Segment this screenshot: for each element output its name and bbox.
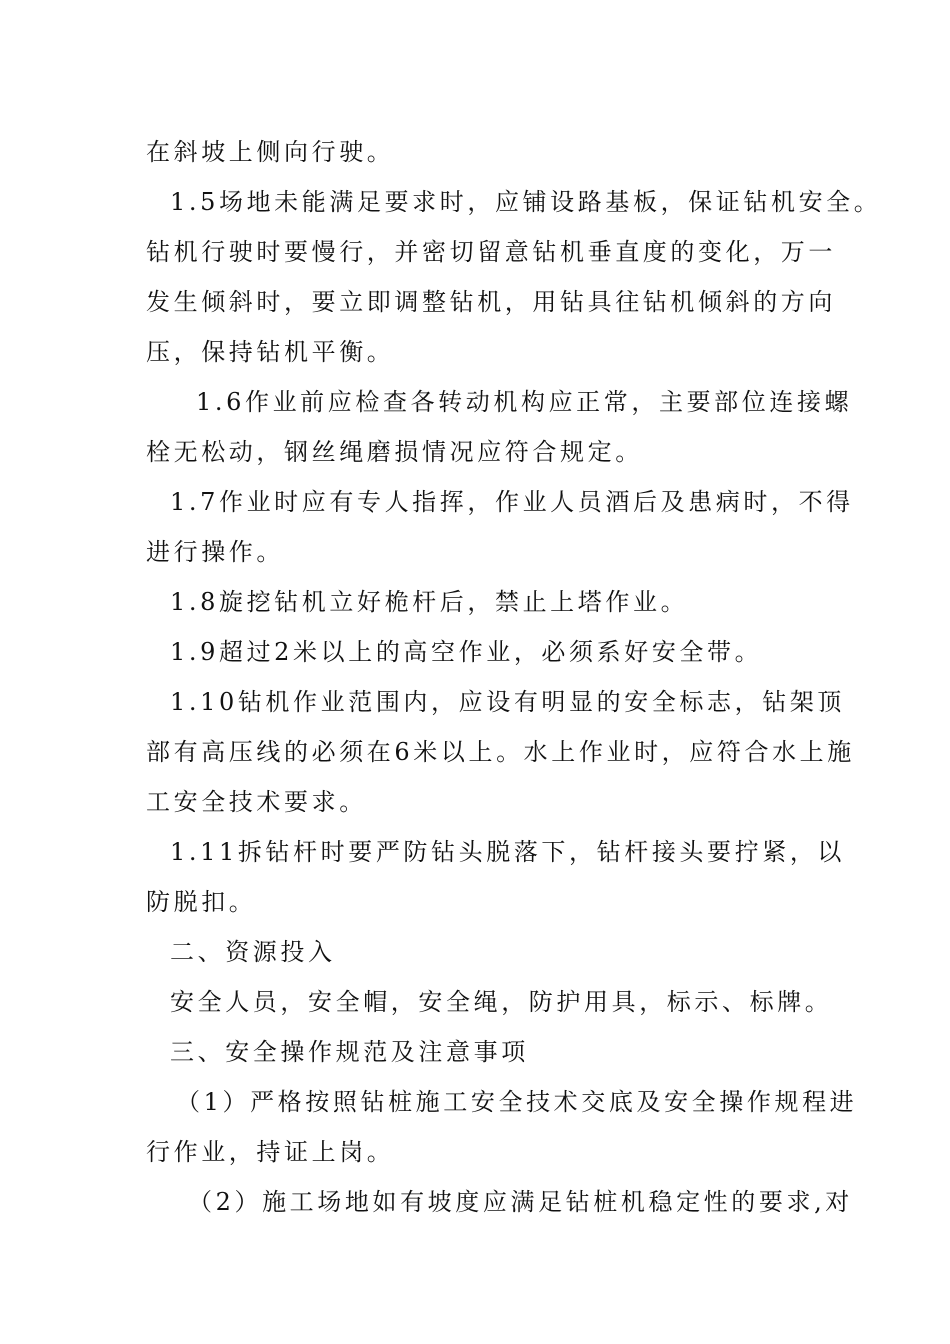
text-line: 在斜坡上侧向行驶。 (146, 138, 395, 166)
text-line: 栓无松动，钢丝绳磨损情况应符合规定。 (146, 438, 643, 466)
text-line: 1.6作业前应检查各转动机构应正常，主要部位连接螺 (196, 388, 853, 416)
text-line: 部有高压线的必须在6米以上。水上作业时，应符合水上施 (146, 738, 855, 766)
text-line: 1.10钻机作业范围内，应设有明显的安全标志，钻架顶 (170, 688, 846, 716)
section-heading: 三、安全操作规范及注意事项 (170, 1038, 529, 1066)
text-line: 进行操作。 (146, 538, 284, 566)
text-line: （2）施工场地如有坡度应满足钻桩机稳定性的要求,对 (188, 1188, 853, 1216)
text-line: 压，保持钻机平衡。 (146, 338, 395, 366)
text-line: （1）严格按照钻桩施工安全技术交底及安全操作规程进 (176, 1088, 858, 1116)
text-line: 安全人员，安全帽，安全绳，防护用具，标示、标牌。 (170, 988, 833, 1016)
text-line: 防脱扣。 (146, 888, 257, 916)
text-line: 1.7作业时应有专人指挥，作业人员酒后及患病时，不得 (170, 488, 854, 516)
text-line: 工安全技术要求。 (146, 788, 367, 816)
section-heading: 二、资源投入 (170, 938, 336, 966)
text-line: 1.8旋挖钻机立好桅杆后，禁止上塔作业。 (170, 588, 689, 616)
text-line: 1.9超过2米以上的高空作业，必须系好安全带。 (170, 638, 763, 666)
text-line: 1.5场地未能满足要求时，应铺设路基板，保证钻机安全。 (170, 188, 882, 216)
text-line: 发生倾斜时，要立即调整钻机，用钻具往钻机倾斜的方向 (146, 288, 836, 316)
text-line: 行作业，持证上岗。 (146, 1138, 395, 1166)
text-line: 1.11拆钻杆时要严防钻头脱落下，钻杆接头要拧紧，以 (170, 838, 846, 866)
text-line: 钻机行驶时要慢行，并密切留意钻机垂直度的变化，万一 (146, 238, 836, 266)
